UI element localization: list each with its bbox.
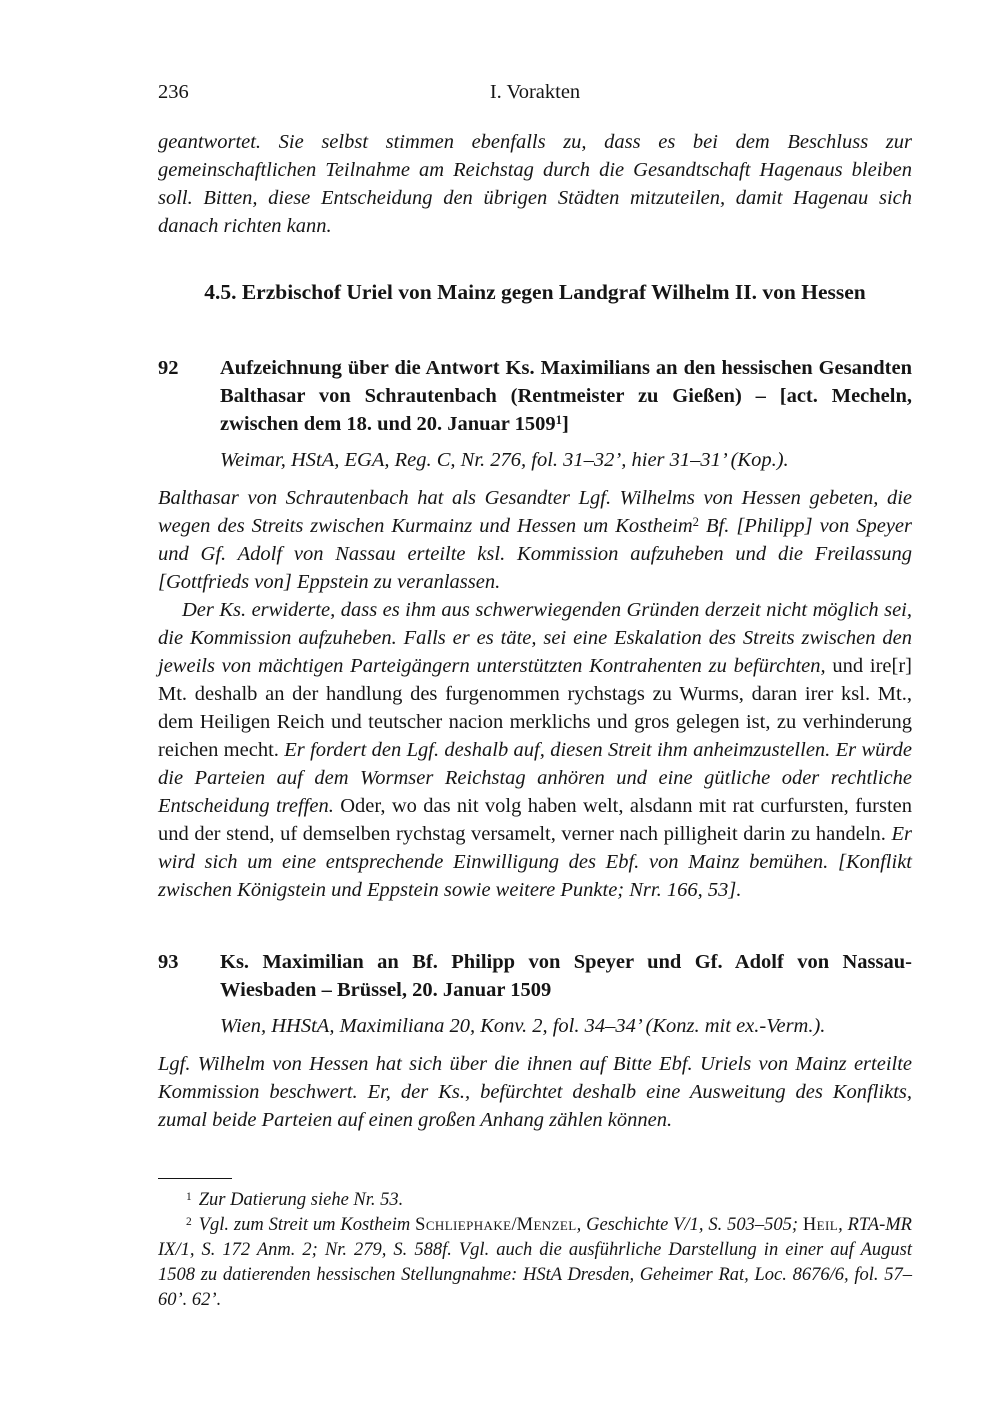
footnote-1-text: Zur Datierung siehe Nr. 53.	[198, 1190, 404, 1210]
entry-93-source-line: Wien, HHStA, Maximiliana 20, Konv. 2, fol. 34–34’ (Konz. mit ex.-Verm.).	[220, 1015, 826, 1037]
footnote-1	[158, 1188, 912, 1213]
footnote-2	[158, 1213, 912, 1313]
entry-93-title: Ks. Maximilian an Bf. Philipp von Speyer und Gf. Adolf von Nassau-Wiesbaden – Brüssel, 20. Januar 1509	[220, 951, 912, 1001]
entry-93-paragraph-1: Lgf. Wilhelm von Hessen hat sich über die ihnen auf Bitte Ebf. Uriels von Mainz erteilte Kommission beschwert. Er, der Ks., befürchtet deshalb eine Ausweitung des Konflikts, zumal beide Parteien auf einen großen Anhang zählen können.	[158, 1053, 912, 1131]
running-header-title: I. Vorakten	[489, 81, 581, 103]
section-heading: 4.5. Erzbischof Uriel von Mainz gegen Landgraf Wilhelm II. von Hessen	[204, 280, 866, 304]
entry-92-paragraph-2: Der Ks. erwiderte, dass es ihm aus schwerwiegenden Gründen derzeit nicht möglich sei, die Kommission aufzuheben. Falls er es täte, sei eine Eskalation des Streits zwischen den jeweils von mächtigen Parteigängern unterstützten Kontrahenten zu befürchten, und ire[r] Mt. deshalb an der handlung des furgenommen rychstags zu Wurms, daran irer ksl. Mt., dem Heiligen Reich und teutscher nacion merklichs und gros gelegen ist, zu verhinderung reichen mecht. Er fordert den Lgf. deshalb auf, diesen Streit ihm anheimzustellen. Er würde die Parteien auf dem Wormser Reichstag anhören und eine gütliche oder rechtliche Entscheidung treffen. Oder, wo das nit volg haben welt, alsdann mit rat curfursten, fursten und der stend, uf demselben rychstag versamelt, verner nach pilligheit darin zu handeln. Er wird sich um eine entsprechende Einwilligung des Ebf. von Mainz bemühen. [Konflikt zwischen Königstein und Eppstein sowie weitere Punkte; Nrr. 166, 53].	[158, 599, 913, 901]
entry-93-head	[158, 948, 912, 1004]
footnote-1-marker: 1	[186, 1190, 192, 1203]
entry-92-number: 92	[158, 357, 179, 379]
entry-93-number: 93	[158, 951, 179, 973]
footnote-separator-rule	[158, 1178, 232, 1179]
entry-92	[158, 354, 912, 904]
entry-92-paragraph-1: Balthasar von Schrautenbach hat als Gesandter Lgf. Wilhelms von Hessen gebeten, die wegen des Streits zwischen Kurmainz und Hessen um Kostheim$^2$ Bf. [Philipp] von Speyer und Gf. Adolf von Nassau erteilte ksl. Kommission aufzuheben und die Freilassung [Gottfrieds von] Eppstein zu veranlassen.	[158, 487, 913, 593]
footnotes-section	[158, 1178, 912, 1313]
running-head	[158, 78, 912, 106]
footnote-2-marker: 2	[186, 1215, 192, 1228]
entry-93	[158, 948, 912, 1134]
intro-paragraph: geantwortet. Sie selbst stimmen ebenfalls zu, dass es bei dem Beschluss zur gemeinschaftlichen Teilnahme am Reichstag durch die Gesandtschaft Hagenaus bleiben soll. Bitten, diese Entscheidung den übrigen Städten mitzuteilen, damit Hagenau sich danach richten kann.	[158, 131, 912, 237]
entry-92-source-line: Weimar, HStA, EGA, Reg. C, Nr. 276, fol. 31–32’, hier 31–31’ (Kop.).	[220, 449, 789, 471]
footnote-2-text: Vgl. zum Streit um Kostheim Schliephake/Menzel, Geschichte V/1, S. 503–505; Heil, RTA-MR IX/1, S. 172 Anm. 2; Nr. 279, S. 588f. Vgl. auch die ausführliche Darstellung in einer auf August 1508 zu datierenden hessischen Stellungnahme: HStA Dresden, Geheimer Rat, Loc. 8676/6, fol. 57–60’. 62’.	[158, 1215, 912, 1310]
page-number: 236	[158, 81, 189, 103]
entry-92-title: Aufzeichnung über die Antwort Ks. Maximilians an den hessischen Gesandten Balthasar von Schrautenbach (Rentmeister zu Gießen) – [act. Mecheln, zwischen dem 18. und 20. Januar 1509$^1$]	[220, 357, 912, 435]
entry-92-head	[158, 354, 912, 438]
